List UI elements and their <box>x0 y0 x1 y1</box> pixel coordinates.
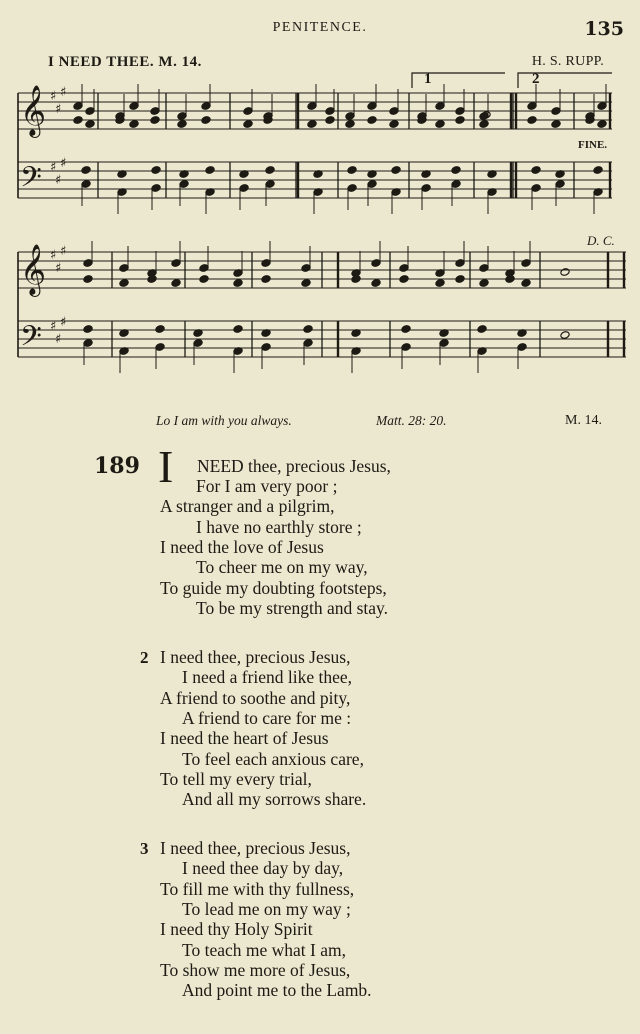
note-head <box>150 116 160 125</box>
note-head <box>531 166 541 175</box>
note-head <box>155 325 165 334</box>
sharp-sign: ♯ <box>60 315 67 330</box>
first-word: NEED <box>197 456 244 476</box>
verse-line: I need thy Holy Spirit <box>160 919 313 940</box>
verse-line: And all my sorrows share. <box>182 789 367 810</box>
verse-line: To be my strength and stay. <box>196 597 389 618</box>
note-head <box>205 166 215 175</box>
hymn-first-line <box>197 456 391 476</box>
note-head <box>560 331 570 340</box>
note-head <box>81 166 91 175</box>
treble-clef: 𝄞 <box>20 85 47 136</box>
note-head <box>261 275 271 284</box>
note-head <box>177 120 187 129</box>
verse-line: I need thee day by day, <box>182 858 344 879</box>
note-head <box>560 268 570 277</box>
note-head <box>389 120 399 129</box>
verse-line: To guide my doubting footsteps, <box>160 577 387 598</box>
note-head <box>301 279 311 288</box>
sharp-sign: ♯ <box>55 102 62 117</box>
verse-line: I need the heart of Jesus <box>160 728 329 749</box>
bass-clef: 𝄢 <box>20 320 42 360</box>
tune-title: I NEED THEE. M. 14. <box>48 54 202 70</box>
sharp-sign: ♯ <box>50 160 57 175</box>
note-head <box>479 279 489 288</box>
page-number: 135 <box>584 18 624 40</box>
first-ending-label: 1 <box>424 71 432 87</box>
verse-line: I need thee, precious Jesus, <box>160 647 351 667</box>
note-head <box>119 279 129 288</box>
note-head <box>233 325 243 334</box>
sharp-sign: ♯ <box>50 319 57 334</box>
note-head <box>477 325 487 334</box>
verse-line: To tell my every trial, <box>160 768 312 789</box>
verse-line: A stranger and a pilgrim, <box>160 496 335 517</box>
note-head <box>455 116 465 125</box>
note-head <box>83 275 93 284</box>
verse-line: To fill me with thy fullness, <box>160 878 355 899</box>
sharp-sign: ♯ <box>50 89 57 104</box>
sharp-sign: ♯ <box>60 244 67 259</box>
note-head <box>325 116 335 125</box>
note-head <box>593 166 603 175</box>
sharp-sign: ♯ <box>50 248 57 263</box>
note-head <box>527 116 537 125</box>
note-head <box>597 120 607 129</box>
sharp-sign: ♯ <box>55 261 62 276</box>
note-head <box>371 279 381 288</box>
sharp-sign: ♯ <box>60 156 67 171</box>
ending-bracket <box>518 73 612 88</box>
verse-line: A friend to care for me : <box>182 707 352 728</box>
hymn-number: 189 <box>94 453 140 479</box>
note-head <box>73 116 83 125</box>
verse-line: To teach me what I am, <box>182 939 346 960</box>
note-head <box>265 166 275 175</box>
sharp-sign: ♯ <box>55 332 62 347</box>
verse-line: To feel each anxious care, <box>182 748 364 769</box>
note-head <box>171 279 181 288</box>
note-head <box>521 279 531 288</box>
bass-clef: 𝄢 <box>20 161 42 201</box>
verse-line: For I am very poor ; <box>196 476 338 496</box>
note-head <box>451 166 461 175</box>
treble-clef: 𝄞 <box>20 244 47 295</box>
scripture-quote: Lo I am with you always. <box>156 413 292 428</box>
note-head <box>85 120 95 129</box>
fine-marking: FINE. <box>578 139 608 151</box>
verse-line: I have no earthly store ; <box>196 516 362 537</box>
note-head <box>347 166 357 175</box>
note-head <box>551 120 561 129</box>
drop-cap: I <box>158 441 174 492</box>
note-head <box>201 116 211 125</box>
note-head <box>455 275 465 284</box>
meter-label: M. 14. <box>565 413 602 428</box>
note-head <box>233 279 243 288</box>
sharp-sign: ♯ <box>55 173 62 188</box>
note-head <box>345 120 355 129</box>
running-head: PENITENCE. <box>272 20 368 35</box>
verse-line: And point me to the Lamb. <box>182 980 372 1001</box>
first-line-rest: thee, precious Jesus, <box>243 456 391 476</box>
note-head <box>151 166 161 175</box>
note-head <box>83 325 93 334</box>
note-head <box>391 166 401 175</box>
verse-number: 3 <box>140 839 149 858</box>
ending-bracket <box>412 73 505 88</box>
verse-line: To cheer me on my way, <box>196 557 368 578</box>
verse-line: To lead me on my way ; <box>182 898 351 919</box>
note-head <box>479 120 489 129</box>
verse-number: 2 <box>140 648 149 667</box>
note-head <box>303 325 313 334</box>
note-head <box>401 325 411 334</box>
note-head <box>435 120 445 129</box>
sharp-sign: ♯ <box>60 85 67 100</box>
note-head <box>243 120 253 129</box>
note-head <box>367 116 377 125</box>
verse-line: I need thee, precious Jesus, <box>160 838 351 858</box>
verse-line: A friend to soothe and pity, <box>160 687 351 708</box>
note-head <box>129 120 139 129</box>
music-score <box>0 0 640 400</box>
second-ending-label: 2 <box>532 71 540 87</box>
scripture-reference: Matt. 28: 20. <box>376 413 447 428</box>
note-head <box>435 279 445 288</box>
verse-line: I need the love of Jesus <box>160 536 324 557</box>
verse-line: I need a friend like thee, <box>182 667 353 688</box>
verse-line: To show me more of Jesus, <box>160 959 351 980</box>
dc-marking: D. C. <box>587 233 615 248</box>
note-head <box>307 120 317 129</box>
note-head <box>399 275 409 284</box>
note-head <box>199 275 209 284</box>
composer: H. S. RUPP. <box>531 54 604 69</box>
